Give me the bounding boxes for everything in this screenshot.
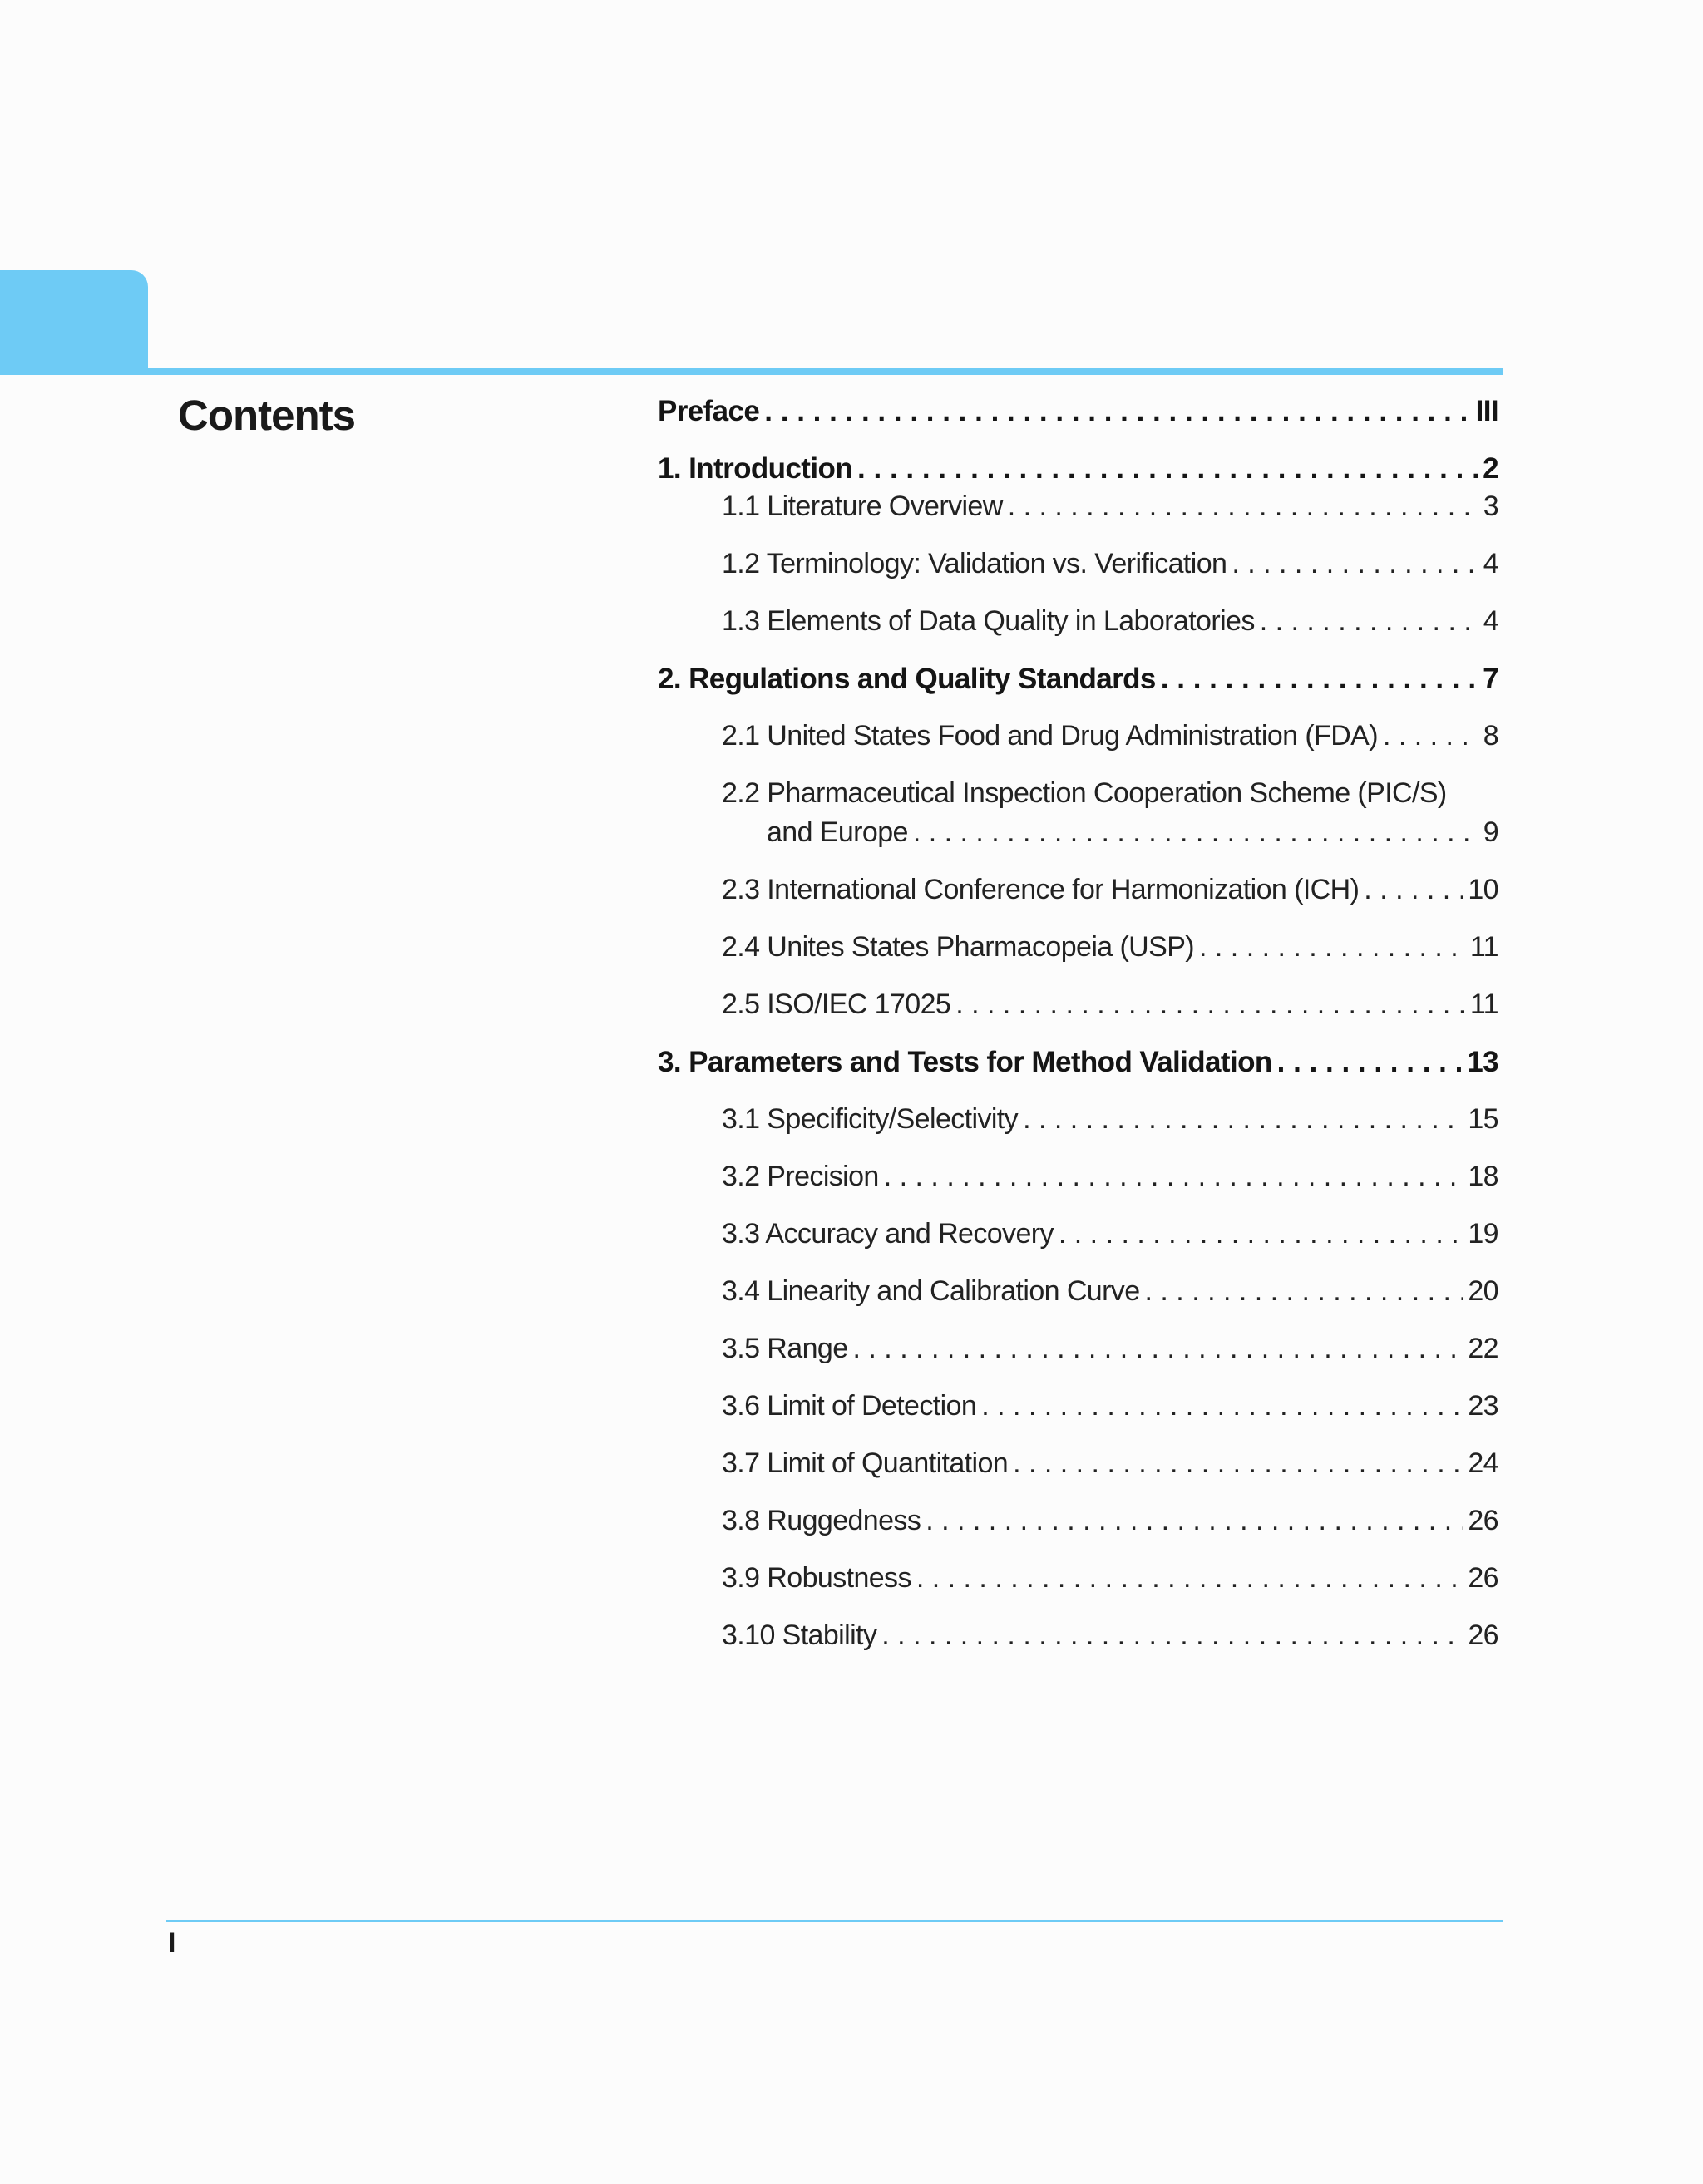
toc-entry[interactable] — [722, 1447, 1498, 1480]
toc-entry-page: 24 — [1468, 1447, 1498, 1479]
toc-entry[interactable] — [722, 1275, 1498, 1308]
toc-entry[interactable] — [722, 1390, 1498, 1422]
toc-entry-title: 2.1 United States Food and Drug Administration (FDA) — [722, 720, 1378, 752]
toc-leader-dots — [913, 816, 1478, 849]
toc-leader-dots — [1277, 1046, 1463, 1079]
toc-entry-title: 3. Parameters and Tests for Method Validation — [658, 1046, 1272, 1078]
toc-entry-page: 19 — [1468, 1218, 1498, 1250]
toc-entry-title: 2.5 ISO/IEC 17025 — [722, 988, 951, 1020]
toc-entry-page: 18 — [1468, 1161, 1498, 1192]
toc-leader-dots — [1013, 1447, 1463, 1480]
toc-entry[interactable] — [722, 988, 1498, 1021]
toc-entry-page: 8 — [1483, 720, 1498, 752]
toc-leader-dots — [981, 1390, 1463, 1422]
toc-entry-title: 2. Regulations and Quality Standards — [658, 663, 1156, 695]
toc-entry-page: 15 — [1468, 1103, 1498, 1135]
toc-entry-title: 3.2 Precision — [722, 1161, 879, 1192]
toc-leader-dots — [1199, 931, 1465, 964]
toc-entry[interactable] — [722, 1333, 1498, 1365]
toc-entry-page: 11 — [1469, 931, 1498, 963]
toc-leader-dots — [857, 452, 1478, 486]
toc-entry[interactable] — [722, 1161, 1498, 1193]
toc-entry-page: 7 — [1483, 663, 1498, 695]
toc-leader-dots — [881, 1620, 1463, 1652]
toc-entry[interactable] — [722, 1620, 1498, 1652]
toc-leader-dots — [1383, 720, 1478, 752]
toc-entry-title: 3.5 Range — [722, 1333, 848, 1364]
toc-entry-title: 3.9 Robustness — [722, 1562, 911, 1594]
toc-entry[interactable] — [722, 1218, 1498, 1250]
toc-entry-title: 1. Introduction — [658, 452, 853, 485]
toc-entry-page: 9 — [1483, 816, 1498, 848]
toc-entry[interactable] — [722, 931, 1498, 964]
toc-entry[interactable] — [658, 395, 1498, 428]
toc-entry-title: 3.1 Specificity/Selectivity — [722, 1103, 1019, 1135]
toc-entry-page: 22 — [1468, 1333, 1498, 1364]
toc-entry[interactable] — [722, 1103, 1498, 1136]
toc-entry-page: 10 — [1468, 874, 1498, 905]
page-number: I — [168, 1927, 176, 1959]
toc-entry-page: 3 — [1483, 491, 1498, 522]
toc-entry-page: 4 — [1483, 605, 1498, 637]
toc-entry[interactable] — [722, 1562, 1498, 1595]
toc-leader-dots — [1023, 1103, 1463, 1136]
toc-entry-page: 13 — [1467, 1046, 1498, 1078]
toc-entry-title: Preface — [658, 395, 760, 427]
toc-leader-dots — [1161, 663, 1478, 696]
toc-leader-dots — [1008, 491, 1478, 523]
toc-leader-dots — [955, 988, 1465, 1021]
toc-entry-title: 2.3 International Conference for Harmonization (ICH) — [722, 874, 1360, 905]
toc-entry-page: 4 — [1483, 548, 1498, 579]
toc-entry-title: 3.4 Linearity and Calibration Curve — [722, 1275, 1140, 1307]
toc-entry-title: and Europe — [767, 816, 908, 848]
toc-entry-title: 2.4 Unites States Pharmacopeia (USP) — [722, 931, 1195, 963]
toc-entry[interactable] — [722, 605, 1498, 638]
toc-entry[interactable] — [658, 452, 1498, 486]
toc-entry[interactable] — [722, 874, 1498, 906]
page-title: Contents — [178, 392, 355, 439]
toc-entry-title: 3.6 Limit of Detection — [722, 1390, 977, 1422]
toc-leader-dots — [1260, 605, 1478, 638]
toc-entry[interactable] — [658, 663, 1498, 696]
toc-entry-page: III — [1475, 395, 1498, 427]
toc-leader-dots — [926, 1505, 1463, 1537]
toc-entry-page: 2 — [1483, 452, 1498, 485]
toc-entry[interactable] — [722, 720, 1498, 752]
toc-entry-title: 3.3 Accuracy and Recovery — [722, 1218, 1054, 1250]
toc-entry-title: 1.3 Elements of Data Quality in Laboratories — [722, 605, 1255, 637]
toc-leader-dots — [853, 1333, 1464, 1365]
toc-entry-title: 1.1 Literature Overview — [722, 491, 1003, 522]
toc-entry[interactable] — [722, 491, 1498, 523]
toc-entry-page: 20 — [1468, 1275, 1498, 1307]
toc-leader-dots — [1232, 548, 1478, 580]
toc-entry-page: 26 — [1468, 1505, 1498, 1536]
toc-leader-dots — [1059, 1218, 1463, 1250]
toc-entry-page: 23 — [1468, 1390, 1498, 1422]
toc-entry-title: 3.7 Limit of Quantitation — [722, 1447, 1009, 1479]
toc-entry[interactable] — [722, 548, 1498, 580]
toc-entry[interactable] — [767, 816, 1498, 849]
footer-rule — [166, 1920, 1503, 1922]
toc-leader-dots — [1145, 1275, 1464, 1308]
toc-entry-title-line1[interactable]: 2.2 Pharmaceutical Inspection Cooperation Scheme (PIC/S) — [722, 777, 1447, 809]
toc-leader-dots — [916, 1562, 1464, 1595]
toc-leader-dots — [764, 395, 1470, 428]
toc-entry-page: 11 — [1469, 988, 1498, 1020]
toc-entry-page: 26 — [1468, 1620, 1498, 1651]
toc-entry-page: 26 — [1468, 1562, 1498, 1594]
toc-entry-title: 3.10 Stability — [722, 1620, 877, 1651]
toc-entry-title: 3.8 Ruggedness — [722, 1505, 921, 1536]
toc-entry-title: 1.2 Terminology: Validation vs. Verification — [722, 548, 1227, 579]
toc-entry[interactable] — [658, 1046, 1498, 1079]
toc-leader-dots — [1364, 874, 1463, 906]
toc-entry[interactable] — [722, 1505, 1498, 1537]
toc-leader-dots — [884, 1161, 1464, 1193]
